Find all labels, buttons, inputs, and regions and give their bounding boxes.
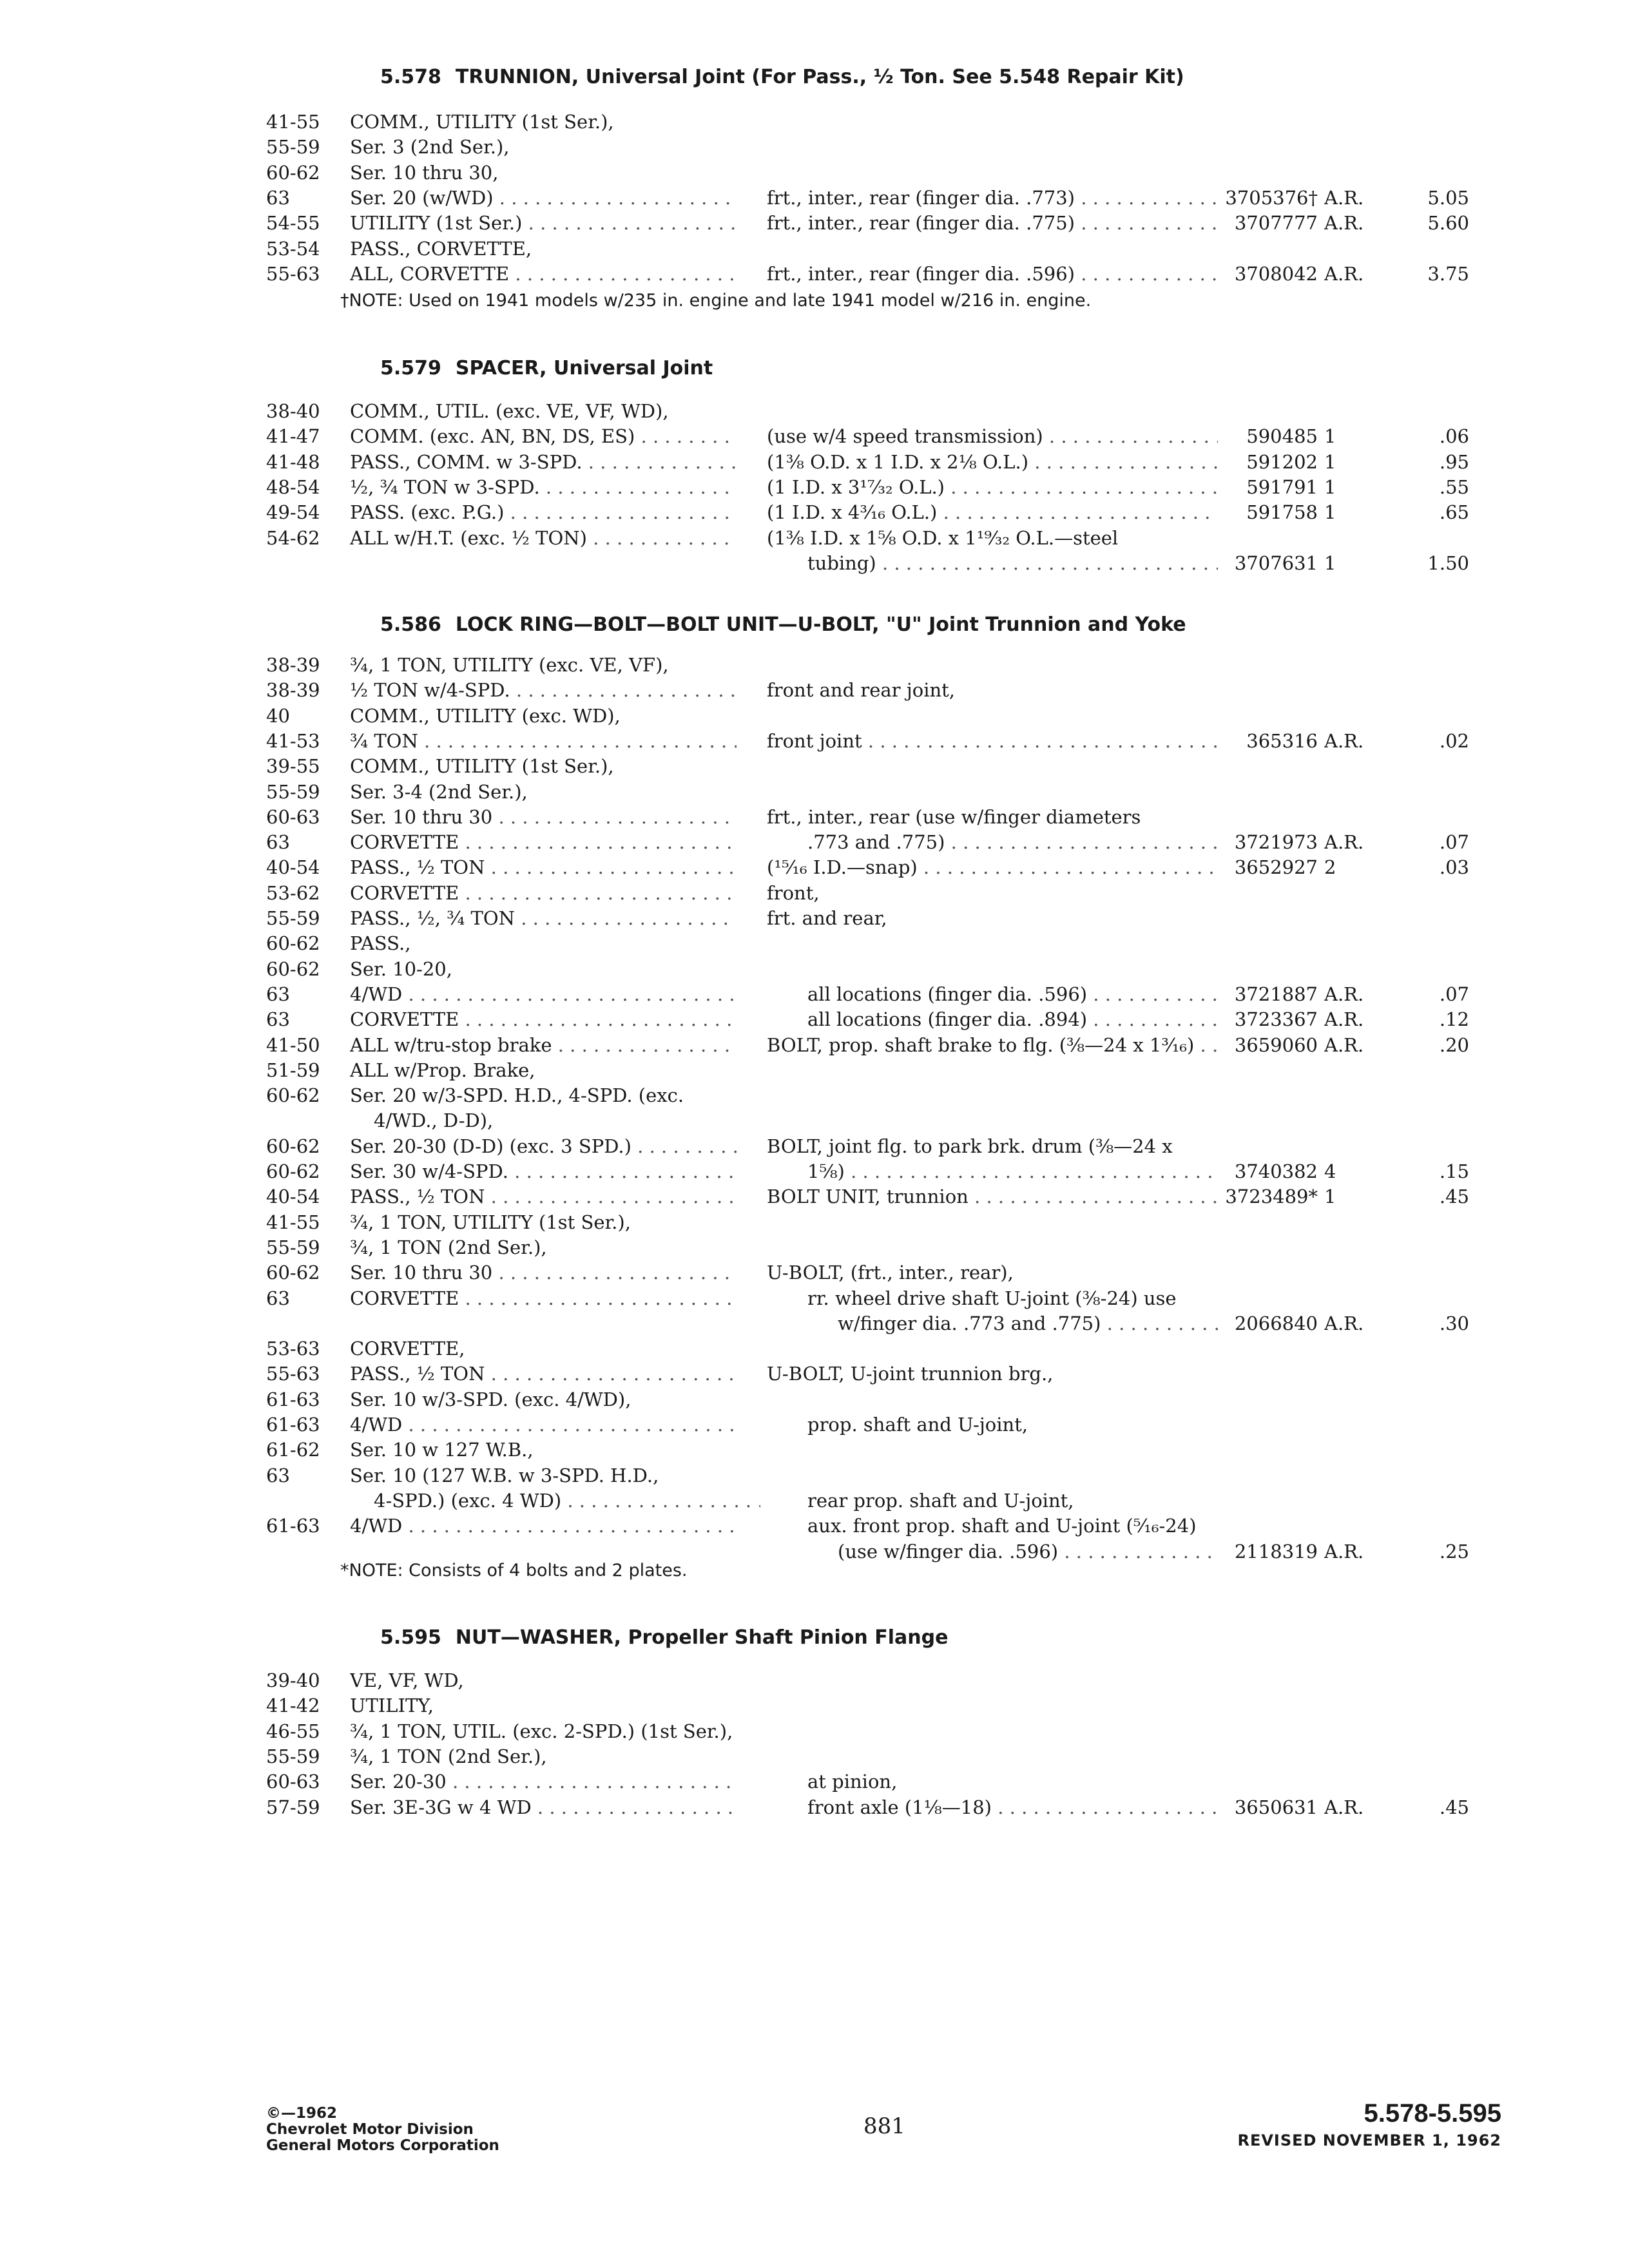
description: BOLT, joint flg. to park brk. drum (⅜—24 x xyxy=(767,1135,1173,1157)
part-number: 3707631 xyxy=(1234,552,1318,574)
description: front joint . . . xyxy=(767,728,1218,754)
application: Ser. 10-20, xyxy=(350,957,452,980)
quantity: 1 xyxy=(1324,476,1336,498)
model-years: 55-59 xyxy=(266,136,320,159)
application: COMM., UTILITY (1st Ser.), xyxy=(350,111,614,133)
model-years: 55-59 xyxy=(266,1236,320,1258)
page-number: 881 xyxy=(863,2113,905,2139)
model-years: 38-39 xyxy=(266,679,320,702)
quantity: A.R. xyxy=(1324,729,1364,752)
parts-row xyxy=(0,829,1629,855)
application: ¾, 1 TON (2nd Ser.), xyxy=(350,1236,547,1258)
parts-row xyxy=(0,1488,1629,1514)
section-header xyxy=(380,1624,948,1652)
model-years: 38-39 xyxy=(266,654,320,676)
application: PASS., ½ TON . . . xyxy=(350,1361,737,1387)
parts-row xyxy=(0,449,1629,475)
parts-row xyxy=(0,236,1629,262)
application: ALL w/tru-stop brake . . . xyxy=(350,1032,737,1058)
description: frt., inter., rear (use w/finger diameters xyxy=(767,805,1141,828)
parts-row xyxy=(0,1158,1629,1184)
parts-row xyxy=(0,652,1629,678)
quantity: 1 xyxy=(1324,552,1336,574)
list-price: .65 xyxy=(1439,501,1469,524)
model-years: 53-62 xyxy=(266,881,320,904)
list-price: .45 xyxy=(1439,1186,1469,1208)
quantity: 1 xyxy=(1324,1186,1336,1208)
description: all locations (finger dia. .894) . . . xyxy=(807,1006,1218,1032)
application: CORVETTE, xyxy=(350,1338,465,1360)
application: Ser. 10 (127 W.B. w 3-SPD. H.D., xyxy=(350,1464,659,1486)
model-years: 60-62 xyxy=(266,957,320,980)
description: (1 I.D. x 3¹⁷⁄₃₂ O.L.) . . . xyxy=(767,474,1218,500)
model-years: 53-63 xyxy=(266,1338,320,1360)
model-years: 40-54 xyxy=(266,856,320,879)
list-price: .12 xyxy=(1439,1008,1469,1031)
publisher-block xyxy=(266,2106,499,2154)
section-number: 5.579 xyxy=(380,357,441,380)
description: aux. front prop. shaft and U-joint (⁵⁄₁₆-24) xyxy=(807,1515,1197,1537)
parts-row xyxy=(0,499,1629,525)
parts-row xyxy=(0,677,1629,703)
part-number: 591202 xyxy=(1246,450,1318,473)
section-header xyxy=(380,63,1184,91)
parts-row xyxy=(0,525,1629,551)
application: PASS., ½ TON . . . xyxy=(350,854,737,880)
model-years: 55-59 xyxy=(266,1745,320,1767)
description: rr. wheel drive shaft U-joint (⅜-24) use xyxy=(807,1287,1177,1309)
section-title: SPACER, Universal Joint xyxy=(455,357,713,380)
parts-row xyxy=(0,930,1629,956)
quantity: 4 xyxy=(1324,1160,1336,1182)
quantity: A.R. xyxy=(1324,262,1364,285)
description: (1⅜ I.D. x 1⅝ O.D. x 1¹⁹⁄₃₂ O.L.—steel xyxy=(767,526,1119,549)
parts-row xyxy=(0,880,1629,906)
model-years: 63 xyxy=(266,1464,290,1486)
description: prop. shaft and U-joint, xyxy=(807,1414,1028,1436)
application: VE, VF, WD, xyxy=(350,1669,464,1691)
part-number: 3721887 xyxy=(1234,983,1318,1005)
parts-row xyxy=(0,956,1629,982)
model-years: 49-54 xyxy=(266,501,320,524)
parts-row xyxy=(0,1209,1629,1235)
list-price: 5.60 xyxy=(1427,212,1469,235)
model-years: 40-54 xyxy=(266,1186,320,1208)
application: UTILITY, xyxy=(350,1695,434,1717)
section-title: NUT—WASHER, Propeller Shaft Pinion Flange xyxy=(455,1626,949,1649)
parts-row xyxy=(0,1693,1629,1718)
application: COMM., UTILITY (1st Ser.), xyxy=(350,755,614,778)
model-years: 41-53 xyxy=(266,729,320,752)
description: (¹⁵⁄₁₆ I.D.—snap) . . . xyxy=(767,854,1218,880)
parts-row xyxy=(0,728,1629,754)
list-price: .07 xyxy=(1439,983,1469,1005)
model-years: 57-59 xyxy=(266,1796,320,1818)
model-years: 60-63 xyxy=(266,805,320,828)
list-price: .55 xyxy=(1439,476,1469,498)
model-years: 41-48 xyxy=(266,450,320,473)
group-range: 5.578-5.595 xyxy=(1364,2099,1501,2128)
parts-row xyxy=(0,1412,1629,1437)
parts-row xyxy=(0,1082,1629,1108)
parts-row xyxy=(0,1361,1629,1387)
application: CORVETTE . . . xyxy=(350,1285,737,1311)
part-number: 3721973 xyxy=(1234,831,1318,854)
model-years: 60-62 xyxy=(266,932,320,955)
parts-row xyxy=(0,398,1629,424)
application: Ser. 3E-3G w 4 WD . . . xyxy=(350,1794,737,1820)
model-years: 53-54 xyxy=(266,237,320,260)
model-years: 54-62 xyxy=(266,526,320,549)
parts-row xyxy=(0,1336,1629,1361)
application: Ser. 30 w/4-SPD. . . . xyxy=(350,1158,737,1184)
model-years: 63 xyxy=(266,831,290,854)
parts-row xyxy=(0,1133,1629,1159)
parts-row xyxy=(0,1032,1629,1058)
list-price: .95 xyxy=(1439,450,1469,473)
parts-row xyxy=(0,1184,1629,1209)
parts-row xyxy=(0,804,1629,830)
application: ½, ¾ TON w 3-SPD. . . . xyxy=(350,474,737,500)
part-number: 590485 xyxy=(1246,425,1318,448)
list-price: .06 xyxy=(1439,425,1469,448)
part-number: 3659060 xyxy=(1234,1033,1318,1056)
part-number: 3705376† xyxy=(1225,186,1318,209)
model-years: 38-40 xyxy=(266,400,320,422)
model-years: 39-55 xyxy=(266,755,320,778)
part-number: 3650631 xyxy=(1234,1796,1318,1818)
part-number: 3740382 xyxy=(1234,1160,1318,1182)
model-years: 55-59 xyxy=(266,907,320,929)
model-years: 60-62 xyxy=(266,1160,320,1182)
application: COMM., UTILITY (exc. WD), xyxy=(350,704,621,727)
list-price: .02 xyxy=(1439,729,1469,752)
parts-row xyxy=(0,981,1629,1007)
parts-row xyxy=(0,550,1629,576)
list-price: .30 xyxy=(1439,1312,1469,1334)
part-number: 591758 xyxy=(1246,501,1318,524)
quantity: A.R. xyxy=(1324,1008,1364,1031)
section-number: 5.586 xyxy=(380,613,441,636)
application: ½ TON w/4-SPD. . . . xyxy=(350,677,737,703)
parts-row xyxy=(0,1744,1629,1769)
parts-row xyxy=(0,210,1629,236)
list-price: .20 xyxy=(1439,1033,1469,1056)
model-years: 39-40 xyxy=(266,1669,320,1691)
model-years: 60-62 xyxy=(266,161,320,184)
parts-row xyxy=(0,1285,1629,1311)
description: U-BOLT, U-joint trunnion brg., xyxy=(767,1363,1054,1385)
part-number: 3723367 xyxy=(1234,1008,1318,1031)
application: Ser. 20 w/3-SPD. H.D., 4-SPD. (exc. xyxy=(350,1084,684,1107)
application: PASS., COMM. w 3-SPD. . . . xyxy=(350,449,737,475)
description: at pinion, xyxy=(807,1771,898,1793)
application: PASS., ½ TON . . . xyxy=(350,1184,737,1209)
model-years: 61-63 xyxy=(266,1414,320,1436)
list-price: .45 xyxy=(1439,1796,1469,1818)
description: front, xyxy=(767,881,820,904)
quantity: A.R. xyxy=(1324,186,1364,209)
part-number: 365316 xyxy=(1246,729,1318,752)
model-years: 60-62 xyxy=(266,1084,320,1107)
description: .773 and .775) . . . xyxy=(807,829,1218,855)
parts-row xyxy=(0,423,1629,449)
section-header xyxy=(380,611,1186,639)
quantity: A.R. xyxy=(1324,1312,1364,1334)
parts-row xyxy=(0,160,1629,186)
model-years: 60-62 xyxy=(266,1262,320,1284)
model-years: 41-55 xyxy=(266,111,320,133)
section-note: *NOTE: Consists of 4 bolts and 2 plates. xyxy=(340,1561,688,1581)
description: w/finger dia. .773 and .775) . . . xyxy=(838,1311,1218,1336)
application: ALL w/H.T. (exc. ½ TON) . . . xyxy=(350,525,737,551)
parts-row xyxy=(0,905,1629,931)
application: 4/WD . . . xyxy=(350,981,737,1007)
description: front and rear joint, xyxy=(767,679,956,702)
model-years: 40 xyxy=(266,704,290,727)
parts-row xyxy=(0,779,1629,805)
application: CORVETTE . . . xyxy=(350,1006,737,1032)
parts-row xyxy=(0,134,1629,160)
part-number: 3652927 xyxy=(1234,856,1318,879)
description: frt. and rear, xyxy=(767,907,887,929)
model-years: 46-55 xyxy=(266,1720,320,1742)
model-years: 63 xyxy=(266,1008,290,1031)
model-years: 63 xyxy=(266,1287,290,1309)
part-number: 2118319 xyxy=(1234,1540,1318,1562)
parts-row xyxy=(0,1006,1629,1032)
description: all locations (finger dia. .596) . . . xyxy=(807,981,1218,1007)
revision-date: REVISED NOVEMBER 1, 1962 xyxy=(1237,2131,1501,2149)
parts-row xyxy=(0,1513,1629,1539)
description: frt., inter., rear (finger dia. .775) . . . xyxy=(767,210,1218,236)
application: Ser. 20 (w/WD) . . . xyxy=(350,185,737,211)
quantity: A.R. xyxy=(1324,1033,1364,1056)
application: UTILITY (1st Ser.) . . . xyxy=(350,210,737,236)
application: Ser. 10 thru 30, xyxy=(350,161,499,184)
parts-row xyxy=(0,1311,1629,1336)
application: ¾ TON . . . xyxy=(350,728,737,754)
description: front axle (1⅛—18) . . . xyxy=(807,1794,1218,1820)
application: ¾, 1 TON (2nd Ser.), xyxy=(350,1745,547,1767)
application: ¾, 1 TON, UTILITY (exc. VE, VF), xyxy=(350,654,669,676)
list-price: 5.05 xyxy=(1427,186,1469,209)
description: (1 I.D. x 4³⁄₁₆ O.L.) . . . xyxy=(767,499,1218,525)
parts-row xyxy=(0,1769,1629,1794)
model-years: 41-55 xyxy=(266,1211,320,1233)
quantity: A.R. xyxy=(1324,1796,1364,1818)
parts-row xyxy=(0,1260,1629,1285)
application: Ser. 3-4 (2nd Ser.), xyxy=(350,780,528,803)
model-years: 55-63 xyxy=(266,262,320,285)
list-price: 1.50 xyxy=(1427,552,1469,574)
model-years: 60-63 xyxy=(266,1771,320,1793)
section-note: †NOTE: Used on 1941 models w/235 in. engine and late 1941 model w/216 in. engine. xyxy=(340,291,1092,311)
application: 4-SPD.) (exc. 4 WD) . . . xyxy=(374,1488,760,1514)
section-title: TRUNNION, Universal Joint (For Pass., ½ Ton. See 5.548 Repair Kit) xyxy=(455,66,1184,88)
description: tubing) . . . xyxy=(807,550,1218,576)
parts-row xyxy=(0,1667,1629,1693)
application: PASS., CORVETTE, xyxy=(350,237,532,260)
application: 4/WD . . . xyxy=(350,1513,737,1539)
application: Ser. 10 w/3-SPD. (exc. 4/WD), xyxy=(350,1388,631,1410)
application: COMM., UTIL. (exc. VE, VF, WD), xyxy=(350,400,669,422)
parts-row xyxy=(0,703,1629,729)
parts-row xyxy=(0,753,1629,779)
application: Ser. 10 thru 30 . . . xyxy=(350,804,737,830)
model-years: 55-59 xyxy=(266,780,320,803)
quantity: A.R. xyxy=(1324,212,1364,235)
list-price: .25 xyxy=(1439,1540,1469,1562)
parts-row xyxy=(0,1057,1629,1083)
application: PASS., ½, ¾ TON . . . xyxy=(350,905,737,931)
application: ¾, 1 TON, UTILITY (1st Ser.), xyxy=(350,1211,631,1233)
section-header xyxy=(380,354,713,383)
parts-row xyxy=(0,185,1629,211)
copyright: ©—1962 xyxy=(266,2105,338,2122)
application: Ser. 3 (2nd Ser.), xyxy=(350,136,510,159)
parts-row xyxy=(0,1387,1629,1412)
list-price: .03 xyxy=(1439,856,1469,879)
description: frt., inter., rear (finger dia. .596) . . . xyxy=(767,261,1218,287)
application: Ser. 10 thru 30 . . . xyxy=(350,1260,737,1285)
parts-row xyxy=(0,1463,1629,1488)
description: BOLT UNIT, trunnion . . . xyxy=(767,1184,1218,1209)
application: CORVETTE . . . xyxy=(350,829,737,855)
description: 1⅝) . . . xyxy=(807,1158,1218,1184)
application: 4/WD., D-D), xyxy=(374,1110,494,1132)
model-years: 55-63 xyxy=(266,1363,320,1385)
parts-row xyxy=(0,109,1629,135)
model-years: 60-62 xyxy=(266,1135,320,1157)
division-name: Chevrolet Motor Division xyxy=(266,2121,474,2138)
model-years: 41-50 xyxy=(266,1033,320,1056)
part-number: 591791 xyxy=(1246,476,1318,498)
parts-row xyxy=(0,1108,1629,1133)
model-years: 61-62 xyxy=(266,1439,320,1461)
parts-row xyxy=(0,1235,1629,1260)
parts-row xyxy=(0,1539,1629,1564)
part-number: 3708042 xyxy=(1234,262,1318,285)
parts-row xyxy=(0,1794,1629,1820)
description: U-BOLT, (frt., inter., rear), xyxy=(767,1262,1014,1284)
quantity: 1 xyxy=(1324,450,1336,473)
part-number: 3707777 xyxy=(1234,212,1318,235)
model-years: 41-42 xyxy=(266,1695,320,1717)
part-number: 3723489* xyxy=(1225,1186,1318,1208)
parts-row xyxy=(0,474,1629,500)
quantity: A.R. xyxy=(1324,1540,1364,1562)
description: (use w/finger dia. .596) . . . xyxy=(838,1539,1218,1564)
description: frt., inter., rear (finger dia. .773) . . . xyxy=(767,185,1218,211)
section-title: LOCK RING—BOLT—BOLT UNIT—U-BOLT, "U" Joint Trunnion and Yoke xyxy=(455,613,1186,636)
list-price: .07 xyxy=(1439,831,1469,854)
list-price: 3.75 xyxy=(1427,262,1469,285)
corporation-name: General Motors Corporation xyxy=(266,2137,499,2154)
quantity: A.R. xyxy=(1324,983,1364,1005)
section-number: 5.578 xyxy=(380,66,441,88)
parts-row xyxy=(0,854,1629,880)
model-years: 63 xyxy=(266,186,290,209)
model-years: 61-63 xyxy=(266,1515,320,1537)
parts-row xyxy=(0,1437,1629,1463)
application: ¾, 1 TON, UTIL. (exc. 2-SPD.) (1st Ser.), xyxy=(350,1720,733,1742)
application: 4/WD . . . xyxy=(350,1412,737,1437)
application: PASS. (exc. P.G.) . . . xyxy=(350,499,737,525)
model-years: 54-55 xyxy=(266,212,320,235)
application: Ser. 20-30 (D-D) (exc. 3 SPD.) . . . xyxy=(350,1133,737,1159)
description: BOLT, prop. shaft brake to flg. (⅜—24 x 1³⁄₁₆) . . . xyxy=(767,1032,1218,1058)
application: Ser. 10 w 127 W.B., xyxy=(350,1439,534,1461)
application: Ser. 20-30 . . . xyxy=(350,1769,737,1794)
parts-row xyxy=(0,1718,1629,1744)
model-years: 48-54 xyxy=(266,476,320,498)
part-number: 2066840 xyxy=(1234,1312,1318,1334)
quantity: A.R. xyxy=(1324,831,1364,854)
model-years: 51-59 xyxy=(266,1059,320,1081)
description: rear prop. shaft and U-joint, xyxy=(807,1489,1074,1512)
quantity: 1 xyxy=(1324,425,1336,448)
application: CORVETTE . . . xyxy=(350,880,737,906)
quantity: 2 xyxy=(1324,856,1336,879)
application: PASS., xyxy=(350,932,411,955)
quantity: 1 xyxy=(1324,501,1336,524)
application: ALL, CORVETTE . . . xyxy=(350,261,737,287)
description: (use w/4 speed transmission) . . . xyxy=(767,423,1218,449)
parts-row xyxy=(0,261,1629,287)
model-years: 41-47 xyxy=(266,425,320,448)
model-years: 63 xyxy=(266,983,290,1005)
application: ALL w/Prop. Brake, xyxy=(350,1059,535,1081)
application: COMM. (exc. AN, BN, DS, ES) . . . xyxy=(350,423,737,449)
section-number: 5.595 xyxy=(380,1626,441,1649)
list-price: .15 xyxy=(1439,1160,1469,1182)
description: (1⅜ O.D. x 1 I.D. x 2⅛ O.L.) . . . xyxy=(767,449,1218,475)
model-years: 61-63 xyxy=(266,1388,320,1410)
